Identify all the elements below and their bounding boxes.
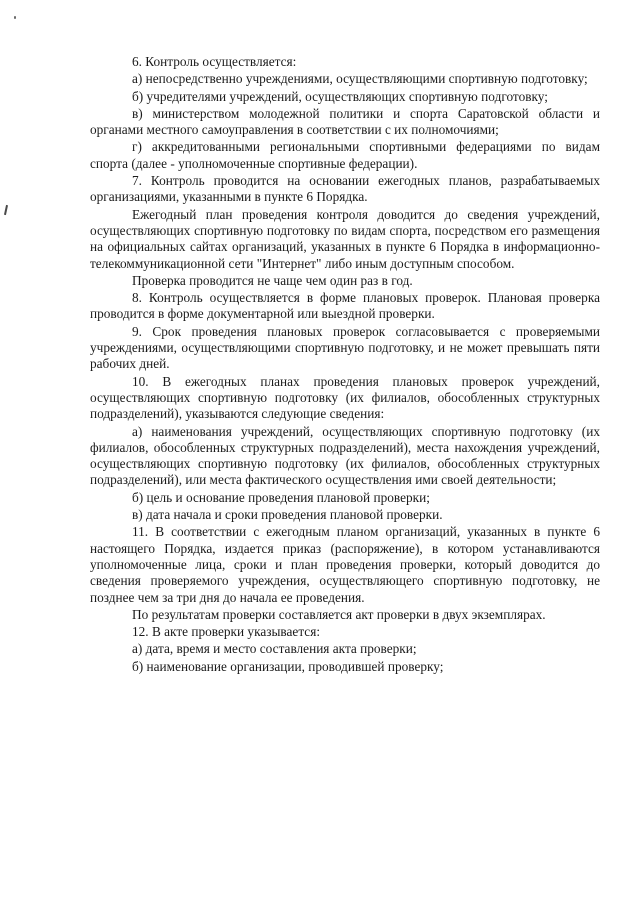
paragraph-8: 8. Контроль осуществляется в форме плановых проверок. Плановая проверка проводится в форме документарной или выездной проверки. <box>90 290 600 322</box>
paragraph-6v: в) министерством молодежной политики и спорта Саратовской области и органами местного самоуправления в соответствии с их полномочиями; <box>90 105 600 138</box>
scan-speck <box>14 16 16 19</box>
paragraph-10b: б) цель и основание проведения плановой проверки; <box>132 489 430 505</box>
paragraph-12b: б) наименование организации, проводившей проверку; <box>132 658 444 674</box>
paragraph-9: 9. Срок проведения плановых проверок согласовывается с проверяемыми учреждениями, осуществляющими спортивную подготовку, и не может превышать пяти рабочих дней. <box>90 323 600 372</box>
paragraph-12: 12. В акте проверки указывается: <box>132 624 321 640</box>
paragraph-6a: а) непосредственно учреждениями, осуществляющими спортивную подготовку; <box>132 71 588 87</box>
paragraph-10a: а) наименования учреждений, осуществляющих спортивную подготовку (их филиалов, обособленных структурных подразделений), места нахождения учреждений, осуществляющих спортивную подготовку (их филиалов, обособленных структурных подразделений), или места фактического осуществления ими своей деятельности; <box>90 423 600 488</box>
paragraph-11: 11. В соответствии с ежегодным планом организаций, указанных в пункте 6 настоящего Порядка, издается приказ (распоряжение), в котором устанавливаются уполномоченные лица, сроки и план проведения проверки, который доводится до сведения проверяемого учреждения, осуществляющего спортивную подготовку, не позднее чем за три дня до начала ее проведения. <box>90 524 600 605</box>
paragraph-6b: б) учредителями учреждений, осуществляющих спортивную подготовку; <box>132 88 548 104</box>
scan-mark <box>4 205 8 215</box>
paragraph-7-plan: Ежегодный план проведения контроля доводится до сведения учреждений, осуществляющих спортивную подготовку по видам спорта, посредством его размещения на официальных сайтах организаций, указанных в пункте 6 Порядка в информационно-телекоммуникационной сети "Интернет" либо иным доступным способом. <box>90 206 600 271</box>
paragraph-6g: г) аккредитованными региональными спортивными федерациями по видам спорта (далее - уполномоченные спортивные федерации). <box>90 139 600 171</box>
document-page <box>90 54 600 676</box>
paragraph-12a: а) дата, время и место составления акта проверки; <box>132 641 417 657</box>
paragraph-10v: в) дата начала и сроки проведения плановой проверки. <box>132 507 443 523</box>
paragraph-7: 7. Контроль проводится на основании ежегодных планов, разрабатываемых организациями, указанными в пункте 6 Порядка. <box>90 173 600 205</box>
paragraph-11-act: По результатам проверки составляется акт проверки в двух экземплярах. <box>132 606 546 622</box>
paragraph-10: 10. В ежегодных планах проведения плановых проверок учреждений, осуществляющих спортивную подготовку (их филиалов, обособленных структурных подразделений), указываются следующие сведения: <box>90 373 600 422</box>
paragraph-6-heading: 6. Контроль осуществляется: <box>132 54 297 69</box>
paragraph-7-frequency: Проверка проводится не чаще чем один раз в год. <box>132 272 413 288</box>
